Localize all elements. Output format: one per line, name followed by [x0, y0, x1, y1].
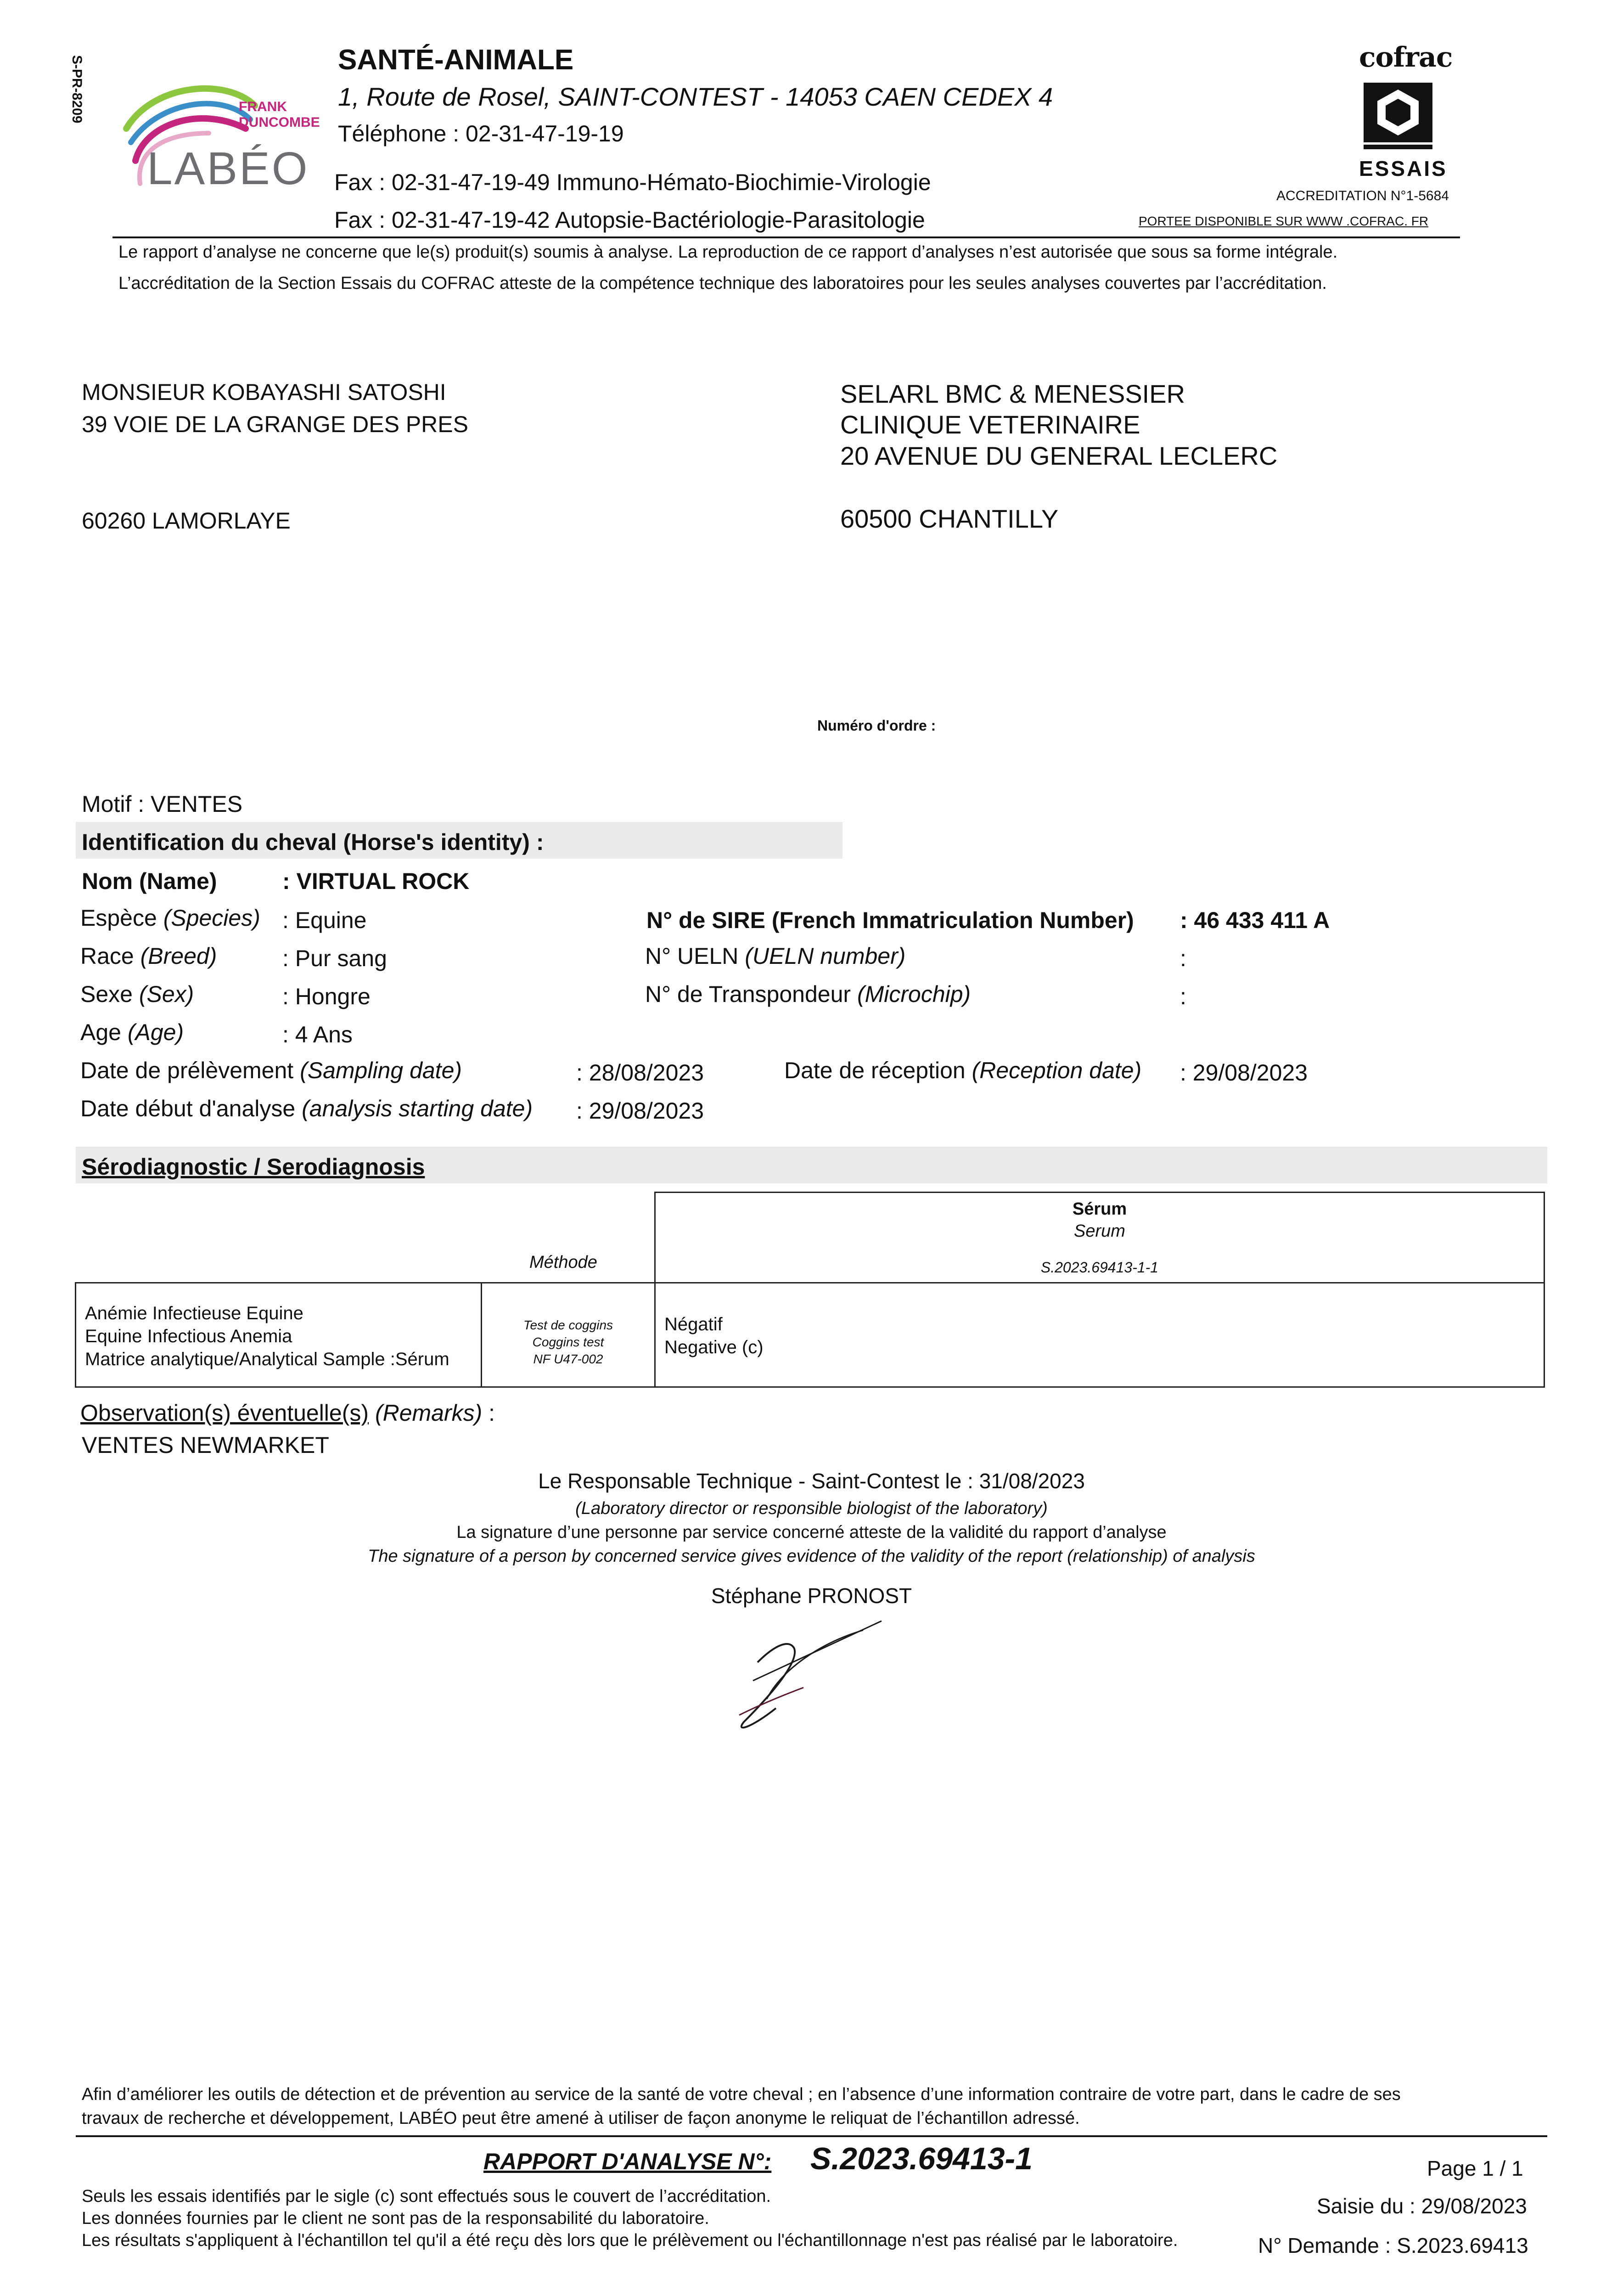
logo-line1: FRANK	[239, 99, 287, 114]
name-value: : VIRTUAL ROCK	[282, 868, 470, 894]
lab-name: SANTÉ-ANIMALE	[338, 44, 574, 76]
serology-section-title: Sérodiagnostic / Serodiagnosis	[82, 1154, 425, 1180]
disclaimer-2: Les données fournies par le client ne sont pas de la responsabilité du laboratoire.	[82, 2209, 709, 2228]
signatory-name: Stéphane PRONOST	[711, 1584, 912, 1608]
research-note-2: travaux de recherche et développement, LABÉO peut être amené à utiliser de façon anonyme le reliquat de l’échantillon adressé.	[82, 2109, 1080, 2128]
owner-address: 39 VOIE DE LA GRANGE DES PRES	[82, 411, 468, 437]
method-name-fr: Test de coggins	[523, 1318, 613, 1332]
header-notice-1: Le rapport d’analyse ne concerne que le(s) produit(s) soumis à analyse. La reproduction de ce rapport d’analyses n’est autorisée que sous sa forme intégrale.	[118, 242, 1338, 262]
document-reference: S-PR-8209	[69, 55, 84, 124]
analysis-start-label: Date début d'analyse (analysis starting date)	[80, 1096, 533, 1121]
entry-date: Saisie du : 29/08/2023	[1317, 2194, 1527, 2218]
header-notice-2: L’accréditation de la Section Essais du COFRAC atteste de la compétence technique des laboratoires pour les seules analyses couvertes par l’accréditation.	[118, 274, 1327, 293]
breed-label: Race (Breed)	[80, 943, 217, 969]
result-fr: Négatif	[664, 1314, 723, 1334]
sampling-date-label: Date de prélèvement (Sampling date)	[80, 1058, 462, 1083]
order-number-label: Numéro d'ordre :	[817, 717, 936, 734]
sample-id: S.2023.69413-1-1	[1040, 1259, 1159, 1276]
motif: Motif : VENTES	[82, 791, 243, 817]
cofrac-logo	[1354, 41, 1453, 180]
owner-name: MONSIEUR KOBAYASHI SATOSHI	[82, 379, 446, 405]
signature-note-en: The signature of a person by concerned service gives evidence of the validity of the report (relationship) of analysis	[368, 1547, 1255, 1566]
cofrac-top: cofrac	[1359, 41, 1453, 73]
col-divider-2	[654, 1282, 656, 1388]
reception-date-label: Date de réception (Reception date)	[784, 1058, 1142, 1083]
breed-value: : Pur sang	[282, 945, 387, 971]
result-table	[75, 1282, 1545, 1388]
page-indicator: Page 1 / 1	[1427, 2156, 1523, 2180]
sex-label: Sexe (Sex)	[80, 981, 194, 1007]
cofrac-bottom: ESSAIS	[1359, 157, 1448, 180]
method-header: Méthode	[529, 1253, 597, 1272]
report-number-label: RAPPORT D'ANALYSE N°:	[483, 2149, 772, 2174]
test-name-en: Equine Infectious Anemia	[85, 1326, 292, 1346]
disclaimer-1: Seuls les essais identifiés par le sigle (c) sont effectués sous le couvert de l’accréditation.	[82, 2187, 771, 2206]
report-number: S.2023.69413-1	[810, 2141, 1033, 2176]
transponder-value: :	[1180, 984, 1186, 1009]
lab-address: 1, Route de Rosel, SAINT-CONTEST - 14053 CAEN CEDEX 4	[338, 82, 1053, 111]
remarks-label: Observation(s) éventuelle(s) (Remarks) :	[80, 1400, 495, 1426]
vet-address: 20 AVENUE DU GENERAL LECLERC	[840, 441, 1278, 470]
identity-section-title: Identification du cheval (Horse's identity) :	[82, 829, 544, 855]
cofrac-emblem-icon	[1359, 78, 1442, 156]
disclaimer-3: Les résultats s'appliquent à l'échantillon tel qu'il a été reçu dès lors que le prélèvement ou l'échantillonnage n'est pas réalisé par le laboratoire.	[82, 2231, 1178, 2250]
signature-title: Le Responsable Technique - Saint-Contest le : 31/08/2023	[538, 1469, 1085, 1493]
sex-value: : Hongre	[282, 984, 371, 1009]
labeo-logo	[117, 73, 333, 197]
species-label: Espèce (Species)	[80, 905, 260, 931]
sampling-date-value: : 28/08/2023	[576, 1060, 704, 1086]
age-value: : 4 Ans	[282, 1022, 353, 1047]
ueln-label: N° UELN (UELN number)	[645, 943, 906, 969]
sample-header-fr: Sérum	[1072, 1199, 1127, 1219]
logo-brand: LABÉO	[147, 143, 309, 194]
transponder-label: N° de Transpondeur (Microchip)	[645, 981, 971, 1007]
method-standard: NF U47-002	[533, 1352, 603, 1366]
remarks-value: VENTES NEWMARKET	[82, 1432, 329, 1458]
sample-header-en: Serum	[1074, 1221, 1125, 1241]
signature-subtitle: (Laboratory director or responsible biologist of the laboratory)	[575, 1499, 1048, 1518]
request-number: N° Demande : S.2023.69413	[1258, 2234, 1528, 2257]
sire-label: N° de SIRE (French Immatriculation Number)	[646, 907, 1134, 933]
header-divider	[112, 236, 1460, 238]
cofrac-accreditation: ACCREDITATION N°1-5684	[1276, 188, 1449, 203]
analysis-start-value: : 29/08/2023	[576, 1098, 704, 1124]
reception-date-value: : 29/08/2023	[1180, 1060, 1308, 1086]
cofrac-scope-link[interactable]: PORTEE DISPONIBLE SUR WWW .COFRAC. FR	[1139, 214, 1429, 228]
test-name-fr: Anémie Infectieuse Equine	[85, 1303, 303, 1323]
method-name-en: Coggins test	[532, 1335, 604, 1349]
vet-city: 60500 CHANTILLY	[840, 504, 1059, 533]
handwritten-signature	[725, 1616, 900, 1736]
age-label: Age (Age)	[80, 1019, 184, 1045]
result-en: Negative (c)	[664, 1337, 764, 1357]
owner-city: 60260 LAMORLAYE	[82, 508, 291, 534]
lab-fax-2: Fax : 02-31-47-19-42 Autopsie-Bactériologie-Parasitologie	[334, 207, 925, 233]
signature-note-fr: La signature d’une personne par service concerné atteste de la validité du rapport d’analyse	[456, 1523, 1167, 1542]
research-note-1: Afin d’améliorer les outils de détection et de prévention au service de la santé de votre cheval ; en l’absence d’une information contraire de votre part, dans le cadre de ses	[82, 2085, 1401, 2104]
lab-fax-1: Fax : 02-31-47-19-49 Immuno-Hémato-Biochimie-Virologie	[334, 169, 931, 195]
footer-divider	[76, 2135, 1547, 2137]
logo-line2: DUNCOMBE	[239, 115, 320, 130]
analytical-matrix: Matrice analytique/Analytical Sample :Sérum	[85, 1349, 449, 1369]
lab-phone: Téléphone : 02-31-47-19-19	[338, 121, 624, 146]
name-label: Nom (Name)	[82, 868, 217, 894]
vet-clinic: CLINIQUE VETERINAIRE	[840, 410, 1140, 439]
sire-value: : 46 433 411 A	[1180, 907, 1330, 933]
vet-company: SELARL BMC & MENESSIER	[840, 379, 1185, 408]
ueln-value: :	[1180, 945, 1186, 971]
species-value: : Equine	[282, 907, 367, 933]
